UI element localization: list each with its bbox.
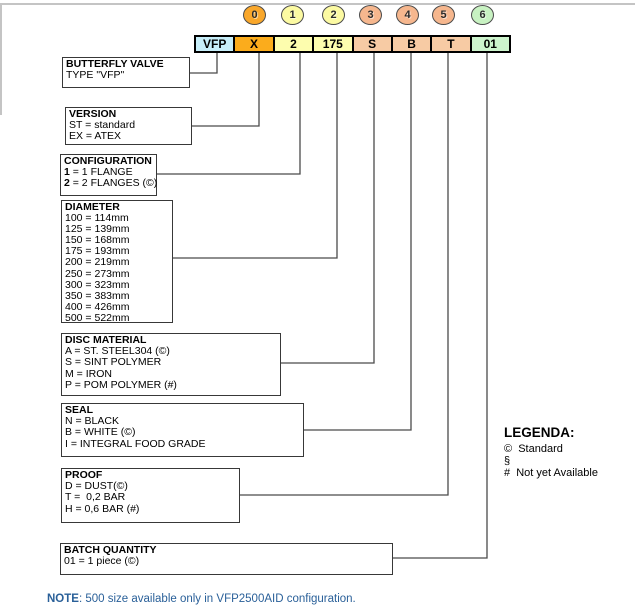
connector-disc-material (281, 53, 374, 363)
position-badge-5: 5 (432, 5, 455, 25)
connector-seal (304, 53, 411, 430)
box-title: VERSION (69, 108, 117, 120)
box-title: SEAL (65, 404, 94, 416)
option-text: = 1 FLANGE (69, 166, 133, 179)
option-text: = 2 FLANGES (©) (69, 177, 158, 190)
box-line: 200 = 219mm (65, 256, 130, 269)
box-seal (61, 403, 304, 457)
connector-diameter (173, 53, 337, 258)
code-cell-configuration: 2 (273, 37, 312, 51)
box-line: D = DUST(©) (65, 480, 128, 493)
legend-item-section: § (504, 455, 511, 467)
box-version (65, 107, 192, 145)
box-line: A = ST. STEEL304 (©) (65, 345, 170, 358)
box-line: EX = ATEX (69, 130, 122, 143)
legend (504, 425, 598, 479)
note (47, 593, 356, 605)
box-line: M = IRON (65, 367, 112, 380)
position-badge-6: 6 (471, 5, 494, 25)
note-text: : 500 size available only in VFP2500AID configuration. (78, 593, 356, 605)
box-line: S = SINT POLYMER (65, 356, 162, 369)
box-line: 350 = 383mm (65, 289, 130, 302)
box-title: BUTTERFLY VALVE (66, 58, 164, 70)
box-line: 175 = 193mm (65, 245, 130, 258)
product-code-table (194, 35, 511, 53)
code-cell-batch: 01 (470, 37, 509, 51)
option-key: 2 (64, 177, 70, 190)
box-title: PROOF (65, 469, 103, 481)
code-cell-type: VFP (196, 37, 233, 51)
box-title: BATCH QUANTITY (64, 544, 157, 556)
legend-title: LEGENDA: (504, 425, 575, 440)
connector-version (192, 53, 259, 126)
position-badge-1: 1 (281, 5, 304, 25)
box-diameter (61, 200, 173, 323)
position-badge-3: 3 (359, 5, 382, 25)
box-line: 01 = 1 piece (©) (64, 555, 140, 568)
legend-item-not-available: # Not yet Available (504, 467, 598, 479)
box-title: CONFIGURATION (64, 155, 152, 167)
connector-type (190, 53, 217, 73)
position-badge-2: 2 (322, 5, 345, 25)
box-line: TYPE "VFP" (66, 69, 125, 82)
box-line: T = 0,2 BAR (65, 491, 126, 504)
option-key: 1 (64, 166, 70, 179)
legend-item-standard: © Standard (504, 443, 563, 455)
code-cell-disc-material: S (352, 37, 391, 51)
connector-batch-quantity (393, 53, 487, 558)
position-badge-0: 0 (243, 5, 266, 25)
position-badge-4: 4 (396, 5, 419, 25)
box-title: DISC MATERIAL (65, 334, 147, 346)
box-line: N = BLACK (65, 415, 119, 428)
box-line: 100 = 114mm (65, 212, 129, 225)
box-butterfly-valve (62, 57, 190, 88)
box-title: DIAMETER (65, 201, 120, 213)
code-cell-seal: B (391, 37, 430, 51)
box-proof (61, 468, 240, 523)
box-line: 250 = 273mm (65, 267, 130, 280)
box-disc-material (61, 333, 281, 396)
box-configuration (60, 154, 157, 196)
code-cell-version: X (233, 37, 272, 51)
box-line: I = INTEGRAL FOOD GRADE (65, 437, 206, 450)
box-line: 400 = 426mm (65, 300, 130, 313)
box-line: 125 = 139mm (65, 223, 130, 236)
code-cell-proof: T (430, 37, 469, 51)
note-label: NOTE (47, 593, 79, 605)
box-line: H = 0,6 BAR (#) (65, 502, 140, 515)
box-line: 150 = 168mm (65, 234, 130, 247)
box-line: ST = standard (69, 119, 136, 132)
code-cell-diameter: 175 (312, 37, 351, 51)
box-line: B = WHITE (©) (65, 426, 136, 439)
box-line: P = POM POLYMER (#) (65, 378, 177, 391)
box-line: 500 = 522mm (65, 311, 130, 324)
box-line (64, 177, 158, 190)
box-line: 300 = 323mm (65, 278, 130, 291)
box-batch-quantity (60, 543, 393, 575)
